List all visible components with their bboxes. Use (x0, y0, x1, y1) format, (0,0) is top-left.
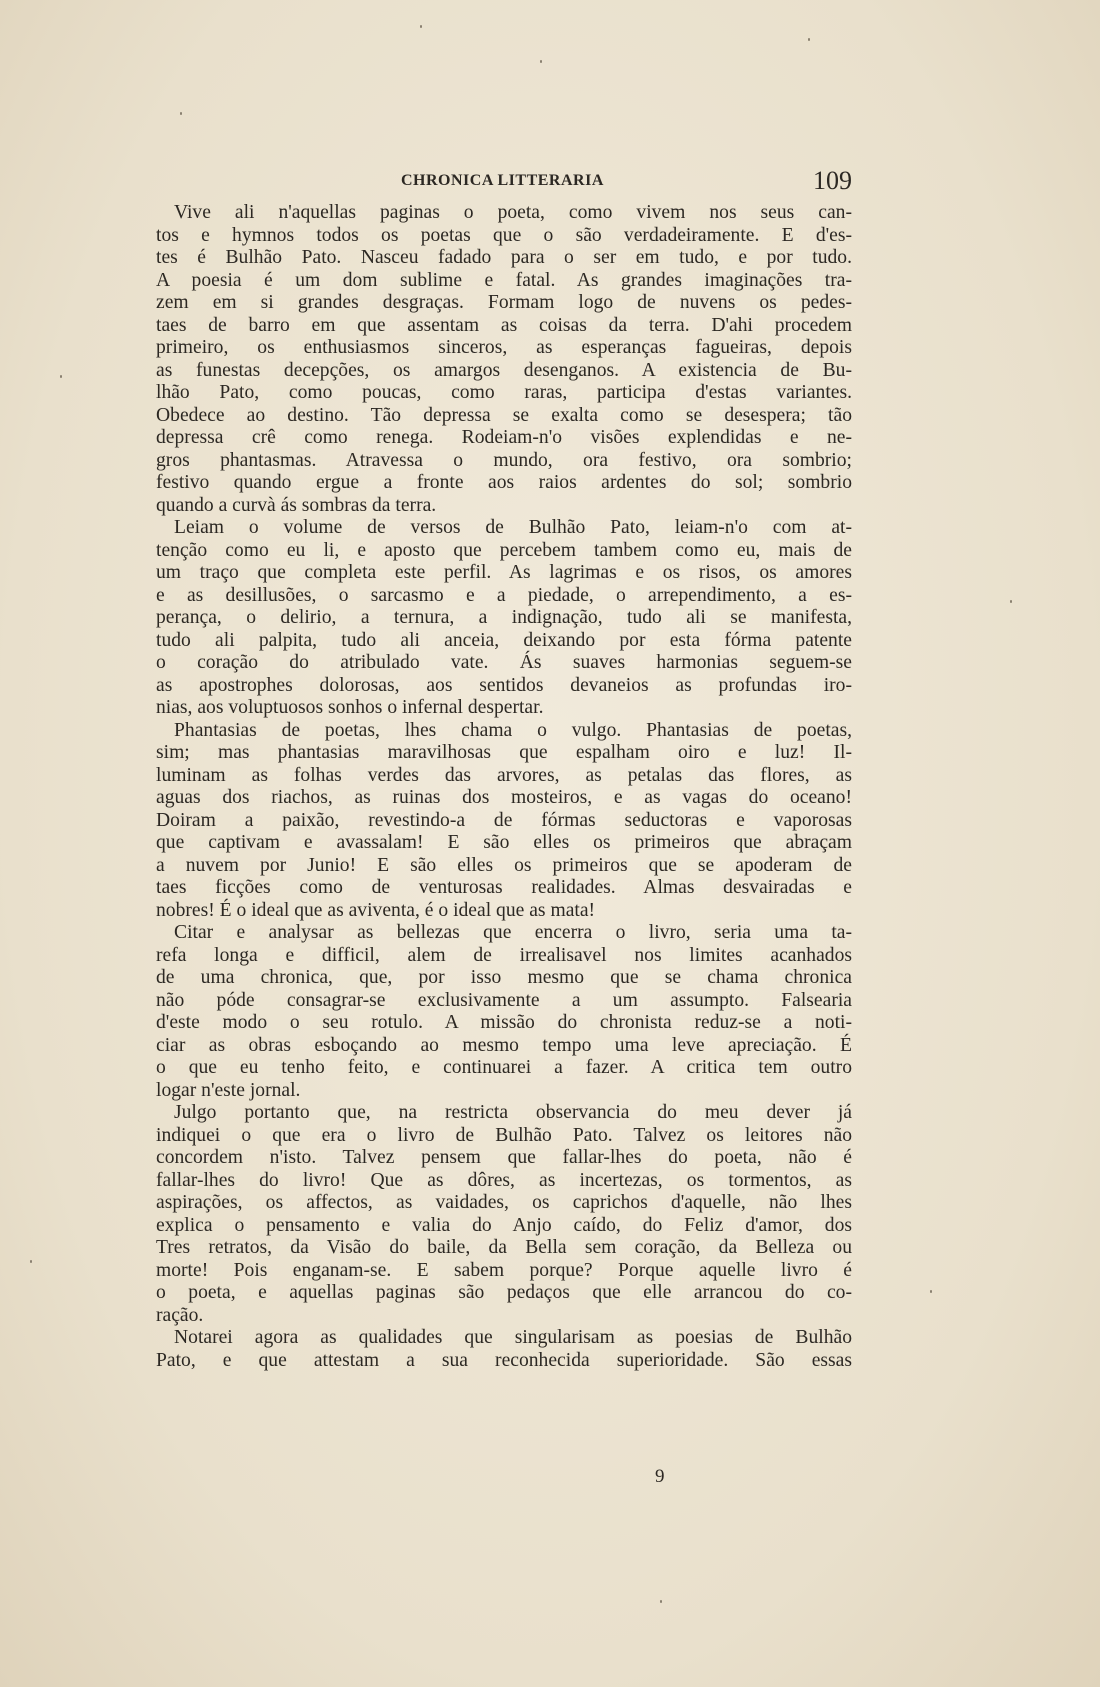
text-line: Vive ali n'aquellas paginas o poeta, como vivem nos seus can- (174, 202, 852, 223)
text-line: quando a curvà ás sombras da terra. (156, 494, 437, 516)
paper-speck (30, 1260, 32, 1263)
text-line: Tres retratos, da Visão do baile, da Bella sem coração, da Belleza ou (156, 1237, 852, 1258)
text-line: de uma chronica, que, por isso mesmo que se chama chronica (156, 967, 852, 988)
text-line: lhão Pato, como poucas, como raras, participa d'estas variantes. (156, 382, 852, 403)
text-line: Julgo portanto que, na restricta observancia do meu dever já (174, 1102, 852, 1123)
text-line: aspirações, os affectos, as vaidades, os caprichos d'aquelle, não lhes (156, 1192, 852, 1213)
text-line: Pato, e que attestam a sua reconhecida superioridade. São essas (156, 1349, 852, 1371)
text-line: concordem n'isto. Talvez pensem que fallar-lhes do poeta, não é (156, 1147, 852, 1168)
text-line: Obedece ao destino. Tão depressa se exalta como se desespera; tão (156, 404, 852, 426)
text-line: gros phantasmas. Atravessa o mundo, ora festivo, ora sombrio; (156, 449, 852, 471)
text-line: tudo ali palpita, tudo ali anceia, deixando por esta fórma patente (156, 629, 852, 651)
text-line: perança, o delirio, a ternura, a indignação, tudo ali se manifesta, (156, 607, 852, 628)
paper-speck (1010, 600, 1012, 603)
paper-speck (180, 112, 182, 115)
text-line: Doiram a paixão, revestindo-a de fórmas seductoras e vaporosas (156, 809, 852, 831)
text-line: o poeta, e aquellas paginas são pedaços que elle arrancou do co- (156, 1282, 852, 1303)
text-line: ciar as obras esboçando ao mesmo tempo uma leve apreciação. É (156, 1034, 852, 1056)
text-line: zem em si grandes desgraças. Formam logo de nuvens os pedes- (156, 292, 852, 313)
text-line: aguas dos riachos, as ruinas dos mosteiros, e as vagas do oceano! (156, 787, 852, 808)
text-line: tes é Bulhão Pato. Nasceu fadado para o ser em tudo, e por tudo. (156, 247, 852, 268)
body-text (156, 202, 852, 1372)
text-line: Citar e analysar as bellezas que encerra o livro, seria uma ta- (174, 922, 852, 943)
paper-speck (60, 375, 62, 378)
signature-mark: 9 (655, 1466, 665, 1487)
text-line: tenção como eu li, e aposto que percebem tambem como eu, mais de (156, 539, 852, 561)
paper-speck (660, 1600, 662, 1603)
page-number: 109 (813, 166, 852, 195)
text-line: ração. (156, 1304, 204, 1326)
text-line: Phantasias de poetas, lhes chama o vulgo. Phantasias de poetas, (174, 719, 852, 741)
paper-speck (420, 25, 422, 28)
text-line: morte! Pois enganam-se. E sabem porque? Porque aquelle livro é (156, 1259, 852, 1281)
text-line: primeiro, os enthusiasmos sinceros, as esperanças fagueiras, depois (156, 337, 852, 358)
text-line: taes ficções como de venturosas realidades. Almas desvairadas e (156, 877, 852, 898)
text-line: o coração do atribulado vate. Ás suaves harmonias seguem-se (156, 652, 852, 673)
running-title: CHRONICA LITTERARIA (401, 172, 604, 189)
text-line: as funestas decepções, os amargos desenganos. A existencia de Bu- (156, 359, 852, 381)
text-line: d'este modo o seu rotulo. A missão do chronista reduz-se a noti- (156, 1012, 852, 1033)
text-line: um traço que completa este perfil. As lagrimas e os risos, os amores (156, 562, 852, 583)
paper-speck (808, 38, 810, 41)
text-line: depressa crê como renega. Rodeiam-n'o visões explendidas e ne- (156, 427, 852, 448)
text-line: Notarei agora as qualidades que singularisam as poesias de Bulhão (174, 1327, 852, 1348)
text-line: não póde consagrar-se exclusivamente a um assumpto. Falsearia (156, 989, 852, 1011)
text-line: luminam as folhas verdes das arvores, as petalas das flores, as (156, 764, 852, 786)
text-line: nias, aos voluptuosos sonhos o infernal despertar. (156, 697, 544, 718)
paper-speck (540, 60, 542, 63)
text-line: Leiam o volume de versos de Bulhão Pato, leiam-n'o com at- (174, 517, 852, 538)
text-line: taes de barro em que assentam as coisas da terra. D'ahi procedem (156, 314, 852, 336)
paper-speck (930, 1290, 932, 1293)
text-line: refa longa e difficil, alem de irrealisavel nos limites acanhados (156, 944, 852, 966)
text-line: fallar-lhes do livro! Que as dôres, as incertezas, os tormentos, as (156, 1169, 852, 1191)
text-line: indiquei o que era o livro de Bulhão Pato. Talvez os leitores não (156, 1124, 852, 1146)
text-line: explica o pensamento e valia do Anjo caído, do Feliz d'amor, dos (156, 1214, 852, 1236)
text-line: que captivam e avassalam! E são elles os primeiros que abraçam (156, 832, 852, 853)
text-line: festivo quando ergue a fronte aos raios ardentes do sol; sombrio (156, 472, 852, 493)
text-line: logar n'este jornal. (156, 1079, 301, 1101)
text-line: as apostrophes dolorosas, aos sentidos devaneios as profundas iro- (156, 674, 852, 696)
text-line: nobres! É o ideal que as aviventa, é o ideal que as mata! (156, 899, 596, 921)
text-line: A poesia é um dom sublime e fatal. As grandes imaginações tra- (156, 269, 852, 291)
text-line: o que eu tenho feito, e continuarei a fazer. A critica tem outro (156, 1057, 852, 1078)
page-header (156, 168, 852, 196)
text-line: e as desillusões, o sarcasmo e a piedade, o arrependimento, a es- (156, 584, 852, 606)
text-line: sim; mas phantasias maravilhosas que espalham oiro e luz! Il- (156, 742, 852, 763)
text-line: a nuvem por Junio! E são elles os primeiros que se apoderam de (156, 854, 852, 876)
text-line: tos e hymnos todos os poetas que o são verdadeiramente. E d'es- (156, 224, 852, 246)
